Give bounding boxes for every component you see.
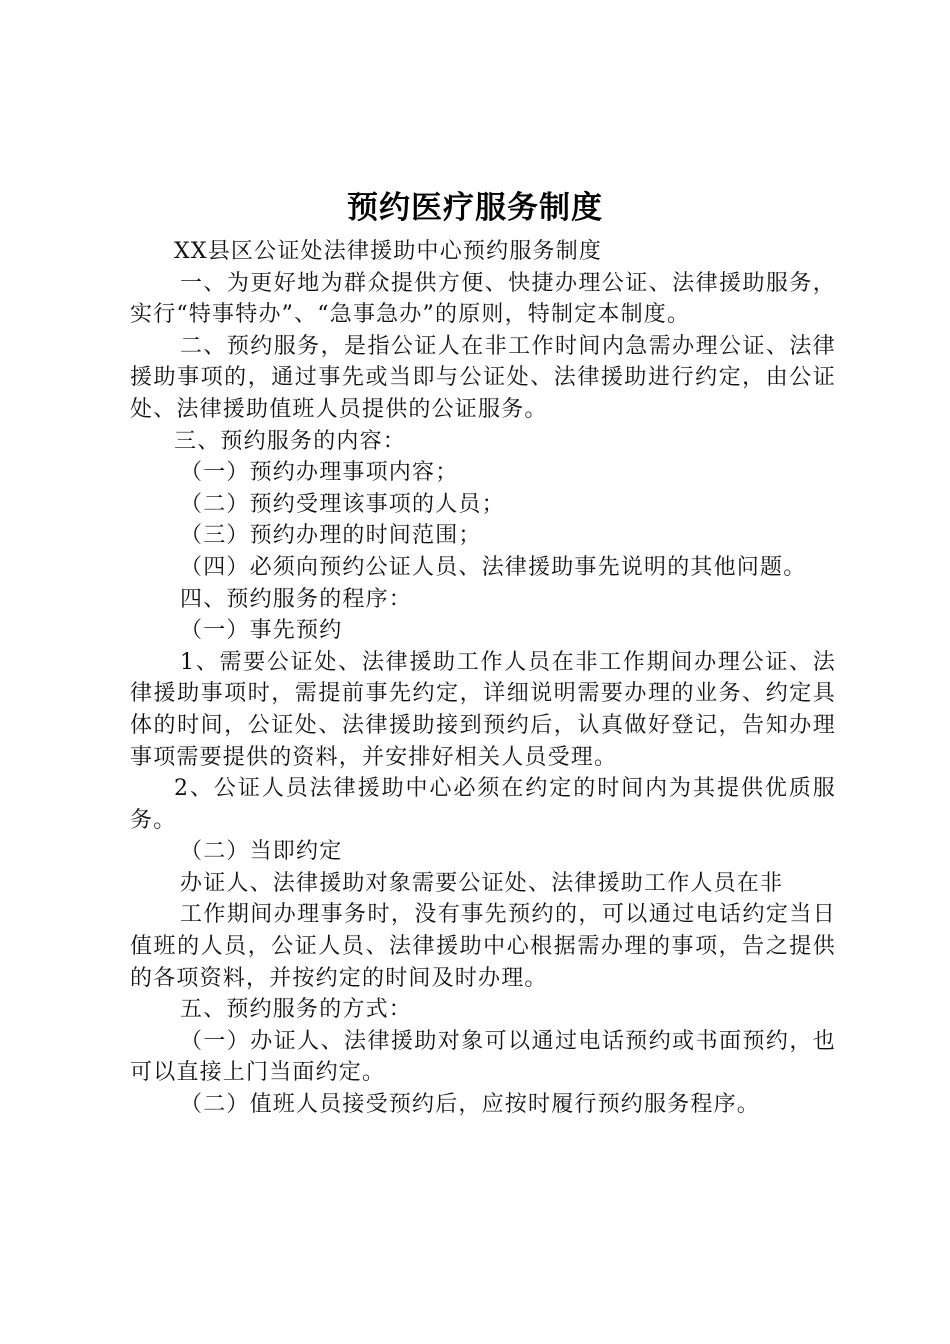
paragraph-4-2: （二）当即约定 [180,839,343,865]
paragraph-5-1: （一）办证人、法律援助对象可以通过电话预约或书面预约，也可以直接上门当面约定。 [130,1028,836,1086]
paragraph-5: 五、预约服务的方式： [180,997,413,1023]
paragraph-4-1-1: 1、需要公证处、法律援助工作人员在非工作期间办理公证、法律援助事项时，需提前事先约定，详细说明需要办理的业务、约定具体的时间，公证处、法律援助接到预约后，认真做好登记，告知办理事项需要提供的资料，并安排好相关人员受理。 [130,649,836,770]
paragraph-3-4: （四）必须向预约公证人员、法律援助事先说明的其他问题。 [180,554,807,580]
paragraph-5-2: （二）值班人员接受预约后，应按时履行预约服务程序。 [180,1092,761,1118]
paragraph-4-2-b: 工作期间办理事务时，没有事先预约的，可以通过电话约定当日值班的人员，公证人员、法律援助中心根据需办理的事项，告之提供的各项资料，并按约定的时间及时办理。 [130,902,836,991]
paragraph-3-2: （二）预约受理该事项的人员； [180,491,505,517]
document-title: 预约医疗服务制度 [347,190,603,226]
paragraph-4: 四、预约服务的程序： [180,586,413,612]
paragraph-4-2-a: 办证人、法律援助对象需要公证处、法律援助工作人员在非 [180,870,784,896]
paragraph-4-1: （一）事先预约 [180,618,343,644]
paragraph-subtitle: XX县区公证处法律援助中心预约服务制度 [174,239,603,264]
paragraph-3: 三、预约服务的内容： [174,428,407,454]
document-body [130,236,836,1121]
paragraph-1: 一、为更好地为群众提供方便、快捷办理公证、法律援助服务，实行“特事特办”、“急事急办”的原则，特制定本制度。 [130,270,836,328]
paragraph-4-1-2: 2、公证人员法律援助中心必须在约定的时间内为其提供优质服务。 [130,776,836,833]
paragraph-3-1: （一）预约办理事项内容； [180,460,459,486]
paragraph-2: 二、预约服务，是指公证人在非工作时间内急需办理公证、法律援助事项的，通过事先或当即与公证处、法律援助进行约定，由公证处、法律援助值班人员提供的公证服务。 [130,333,836,422]
paragraph-3-3: （三）预约办理的时间范围； [180,523,482,549]
